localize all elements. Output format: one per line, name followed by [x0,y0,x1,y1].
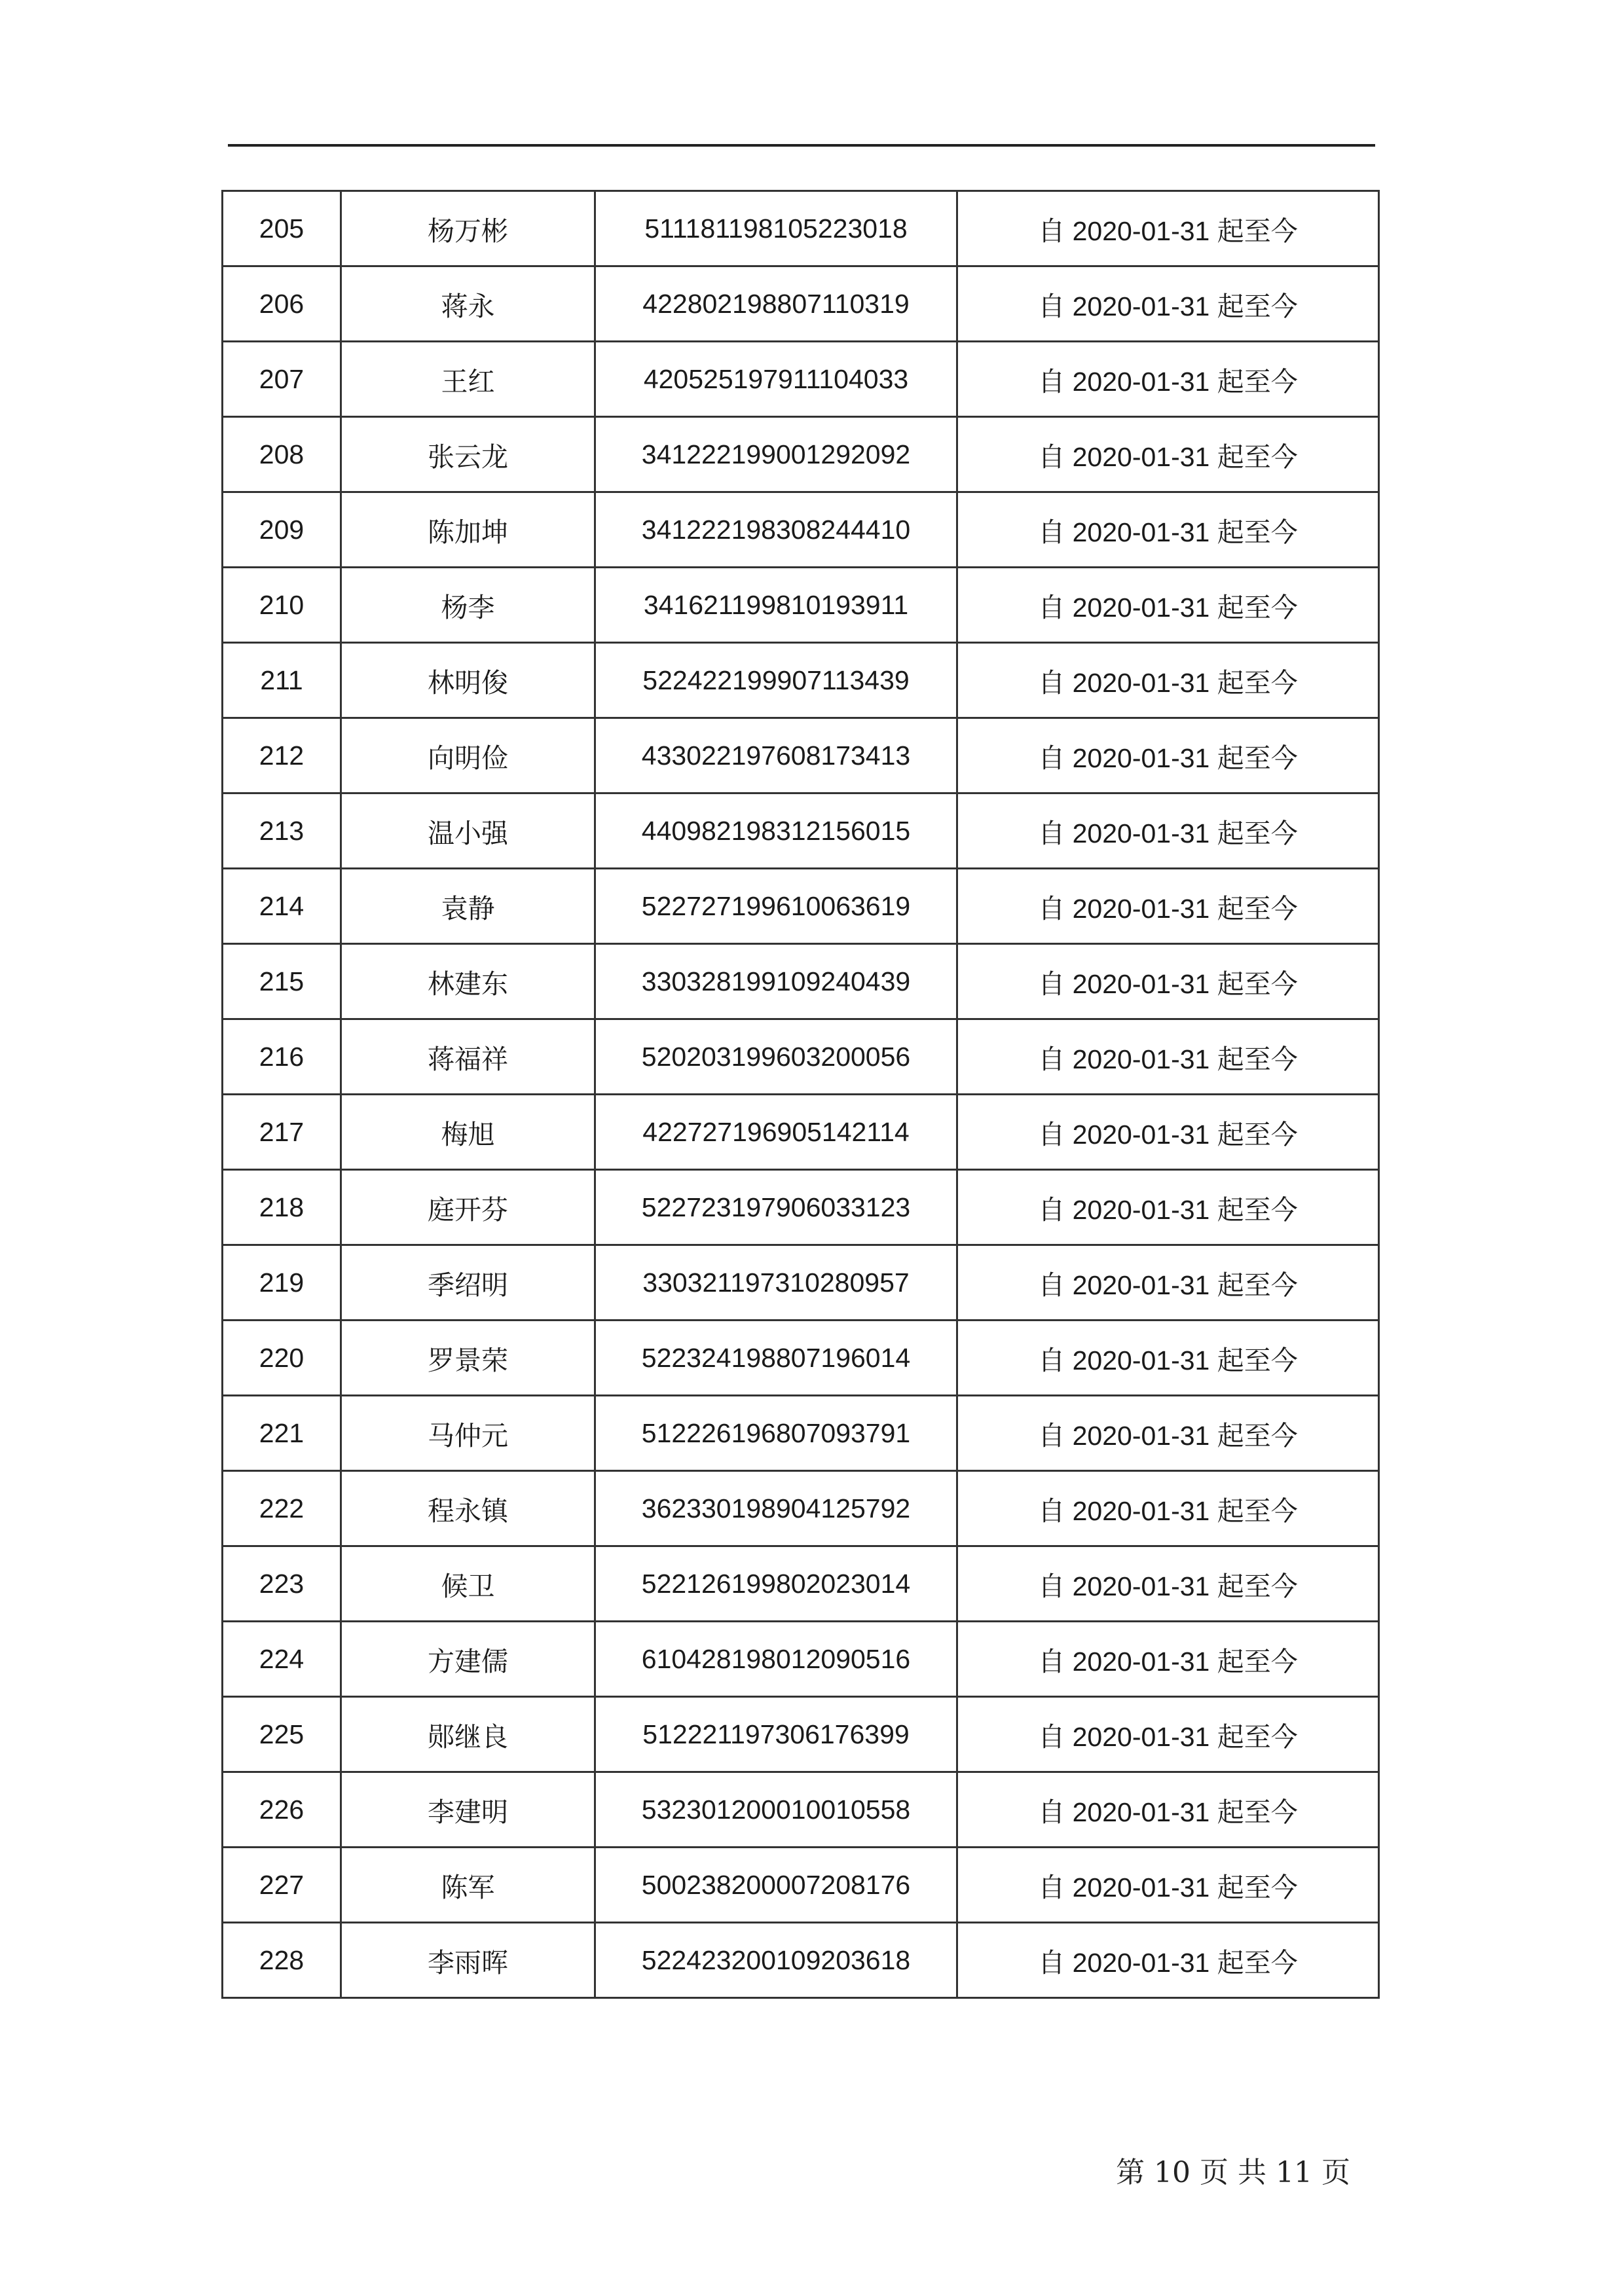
row-number-cell: 213 [223,793,341,869]
table-row [223,1622,1379,1697]
name-cell: 庭开芬 [341,1170,595,1245]
period-cell: 自 2020-01-31 起至今 [957,1923,1379,1998]
name-cell: 蒋永 [341,266,595,342]
row-number-cell: 222 [223,1471,341,1546]
id-number-cell: 610428198012090516 [595,1622,957,1697]
id-number-cell: 522126199802023014 [595,1546,957,1622]
table-row [223,1923,1379,1998]
id-number-cell: 422727196905142114 [595,1095,957,1170]
name-cell: 罗景荣 [341,1321,595,1396]
name-cell: 袁静 [341,869,595,944]
id-number-cell: 512221197306176399 [595,1697,957,1772]
period-cell: 自 2020-01-31 起至今 [957,266,1379,342]
period-cell: 自 2020-01-31 起至今 [957,1095,1379,1170]
period-cell: 自 2020-01-31 起至今 [957,1321,1379,1396]
id-number-cell: 422802198807110319 [595,266,957,342]
period-cell: 自 2020-01-31 起至今 [957,793,1379,869]
row-number-cell: 217 [223,1095,341,1170]
table-row [223,1245,1379,1321]
table-row [223,643,1379,718]
table-row [223,492,1379,568]
table-row [223,1019,1379,1095]
row-number-cell: 216 [223,1019,341,1095]
period-cell: 自 2020-01-31 起至今 [957,1622,1379,1697]
name-cell: 李雨晖 [341,1923,595,1998]
period-cell: 自 2020-01-31 起至今 [957,1772,1379,1848]
name-cell: 杨李 [341,568,595,643]
id-number-cell: 532301200010010558 [595,1772,957,1848]
name-cell: 蒋福祥 [341,1019,595,1095]
page-footer [1116,2149,1350,2191]
row-number-cell: 224 [223,1622,341,1697]
id-number-cell: 512226196807093791 [595,1396,957,1471]
row-number-cell: 207 [223,342,341,417]
row-number-cell: 218 [223,1170,341,1245]
id-number-cell: 522723197906033123 [595,1170,957,1245]
id-number-cell: 433022197608173413 [595,718,957,793]
name-cell: 李建明 [341,1772,595,1848]
table-row [223,1396,1379,1471]
id-number-cell: 522727199610063619 [595,869,957,944]
id-number-cell: 341621199810193911 [595,568,957,643]
period-cell: 自 2020-01-31 起至今 [957,1396,1379,1471]
row-number-cell: 211 [223,643,341,718]
row-number-cell: 215 [223,944,341,1019]
table-row [223,718,1379,793]
id-number-cell: 330328199109240439 [595,944,957,1019]
table-row [223,869,1379,944]
row-number-cell: 225 [223,1697,341,1772]
name-cell: 向明俭 [341,718,595,793]
period-cell: 自 2020-01-31 起至今 [957,718,1379,793]
period-cell: 自 2020-01-31 起至今 [957,342,1379,417]
id-number-cell: 500238200007208176 [595,1848,957,1923]
id-number-cell: 362330198904125792 [595,1471,957,1546]
name-cell: 候卫 [341,1546,595,1622]
table-row [223,1321,1379,1396]
id-number-cell: 330321197310280957 [595,1245,957,1321]
table-row [223,1471,1379,1546]
name-cell: 杨万彬 [341,191,595,266]
period-cell: 自 2020-01-31 起至今 [957,944,1379,1019]
table-row [223,1848,1379,1923]
row-number-cell: 208 [223,417,341,492]
table-row [223,944,1379,1019]
id-number-cell: 440982198312156015 [595,793,957,869]
row-number-cell: 212 [223,718,341,793]
row-number-cell: 209 [223,492,341,568]
name-cell: 温小强 [341,793,595,869]
period-cell: 自 2020-01-31 起至今 [957,1019,1379,1095]
row-number-cell: 214 [223,869,341,944]
row-number-cell: 227 [223,1848,341,1923]
period-cell: 自 2020-01-31 起至今 [957,1471,1379,1546]
name-cell: 张云龙 [341,417,595,492]
page-number-label: 第 10 页 [1116,2156,1229,2189]
page-total-label: 共 11 页 [1238,2156,1350,2189]
name-cell: 季绍明 [341,1245,595,1321]
table-row [223,568,1379,643]
table-row [223,1095,1379,1170]
name-cell: 梅旭 [341,1095,595,1170]
period-cell: 自 2020-01-31 起至今 [957,191,1379,266]
table-row [223,1170,1379,1245]
table-row [223,342,1379,417]
period-cell: 自 2020-01-31 起至今 [957,643,1379,718]
row-number-cell: 226 [223,1772,341,1848]
period-cell: 自 2020-01-31 起至今 [957,568,1379,643]
row-number-cell: 210 [223,568,341,643]
name-cell: 林明俊 [341,643,595,718]
header-rule [228,144,1375,147]
id-number-cell: 522423200109203618 [595,1923,957,1998]
name-cell: 王红 [341,342,595,417]
name-cell: 马仲元 [341,1396,595,1471]
name-cell: 陈加坤 [341,492,595,568]
period-cell: 自 2020-01-31 起至今 [957,417,1379,492]
period-cell: 自 2020-01-31 起至今 [957,1170,1379,1245]
id-number-cell: 341222199001292092 [595,417,957,492]
row-number-cell: 221 [223,1396,341,1471]
row-number-cell: 228 [223,1923,341,1998]
id-number-cell: 511181198105223018 [595,191,957,266]
row-number-cell: 206 [223,266,341,342]
table-row [223,191,1379,266]
id-number-cell: 420525197911104033 [595,342,957,417]
id-number-cell: 520203199603200056 [595,1019,957,1095]
row-number-cell: 220 [223,1321,341,1396]
records-table-body [223,191,1379,1998]
period-cell: 自 2020-01-31 起至今 [957,1245,1379,1321]
name-cell: 方建儒 [341,1622,595,1697]
period-cell: 自 2020-01-31 起至今 [957,869,1379,944]
row-number-cell: 205 [223,191,341,266]
name-cell: 程永镇 [341,1471,595,1546]
table-row [223,793,1379,869]
period-cell: 自 2020-01-31 起至今 [957,1697,1379,1772]
period-cell: 自 2020-01-31 起至今 [957,492,1379,568]
id-number-cell: 522422199907113439 [595,643,957,718]
table-row [223,1546,1379,1622]
table-row [223,1697,1379,1772]
row-number-cell: 219 [223,1245,341,1321]
name-cell: 郧继良 [341,1697,595,1772]
period-cell: 自 2020-01-31 起至今 [957,1848,1379,1923]
id-number-cell: 341222198308244410 [595,492,957,568]
row-number-cell: 223 [223,1546,341,1622]
period-cell: 自 2020-01-31 起至今 [957,1546,1379,1622]
table-row [223,1772,1379,1848]
table-row [223,417,1379,492]
name-cell: 林建东 [341,944,595,1019]
name-cell: 陈军 [341,1848,595,1923]
id-number-cell: 522324198807196014 [595,1321,957,1396]
table-row [223,266,1379,342]
records-table [221,190,1380,1999]
